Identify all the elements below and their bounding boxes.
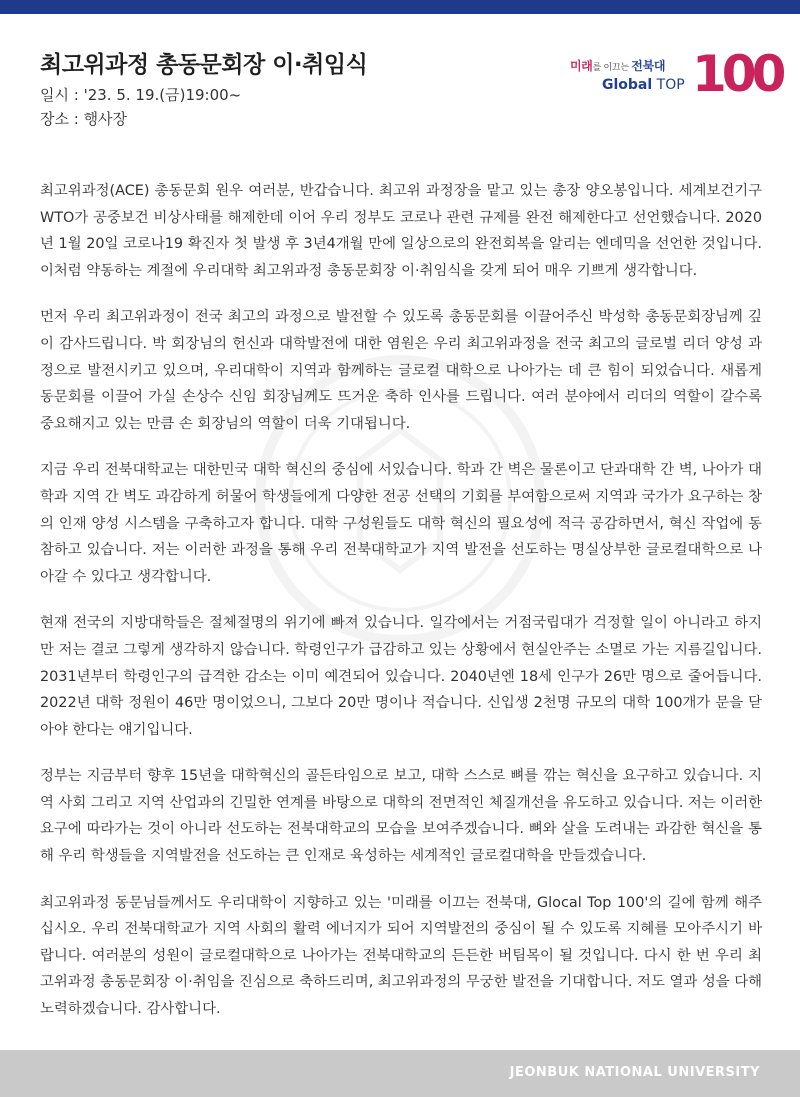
- paragraph: 먼저 우리 최고위과정이 전국 최고의 과정으로 발전할 수 있도록 총동문회를 이끌어주신 박성학 총동문회장님께 깊이 감사드립니다. 박 회장님의 헌신과 대학발전에 대한 염원은 우리 최고위과정을 전국 최고의 글로벌 리더 양성 과정으로 발전시키고 있으며, 우리대학이 지역과 함께하는 글로컬 대학으로 나아가는 데 큰 힘이 되었습니다. 새롭게 동문회를 이끌어 가실 손상수 신임 회장님께도 뜨거운 축하 인사를 드립니다. 여러 분야에서 리더의 역할이 갈수록 중요해지고 있는 만큼 손 회장님의 역할이 더욱 기대됩니다.: [40, 309, 762, 432]
- footer-bar: [0, 1050, 800, 1097]
- logo-number: 100: [692, 45, 782, 103]
- event-place: 장소 : 행사장: [40, 110, 128, 128]
- footer-university-name: JEONBUK NATIONAL UNIVERSITY: [509, 1065, 760, 1080]
- paragraph: 정부는 지금부터 향후 15년을 대학혁신의 골든타임으로 보고, 대학 스스로 뼈를 깎는 혁신을 요구하고 있습니다. 지역 사회 그리고 지역 산업과의 긴밀한 연계를 바탕으로 대학의 전면적인 체질개선을 유도하고 있습니다. 저는 이러한 요구에 따라가는 것이 아니라 선도하는 전북대학교의 모습을 보여주겠습니다. 뼈와 살을 도려내는 과감한 혁신을 통해 우리 학생들을 지역발전을 선도하는 큰 인재로 육성하는 세계적인 글로컬대학을 만들겠습니다.: [40, 768, 762, 865]
- paragraph: 현재 전국의 지방대학들은 절체절명의 위기에 빠져 있습니다. 일각에서는 거점국립대가 걱정할 일이 아니라고 하지만 저는 결코 그렇게 생각하지 않습니다. 학령인구가 급감하고 있는 상황에서 현실안주는 소멸로 가는 지름길입니다. 2031년부터 학령인구의 급격한 감소는 이미 예견되어 있습니다. 2040년엔 18세 인구가 26만 명으로 줄어듭니다. 2022년 대학 정원이 46만 명이었으니, 그보다 20만 명이나 적습니다. 신입생 2천명 규모의 대학 100개가 문을 닫아야 한다는 얘기입니다.: [40, 615, 762, 738]
- event-date: 일시 : '23. 5. 19.(금)19:00~: [40, 86, 242, 104]
- paragraph: 최고위과정(ACE) 총동문회 원우 여러분, 반갑습니다. 최고위 과정장을 맡고 있는 총장 양오봉입니다. 세계보건기구 WTO가 공중보건 비상사태를 해제한데 이어 우리 정부도 코로나 관련 규제를 완전 해제한다고 선언했습니다. 2020년 1월 20일 코로나19 확진자 첫 발생 후 3년4개월 만에 일상으로의 완전회복을 알리는 엔데믹을 선언한 것입니다. 이처럼 약동하는 계절에 우리대학 최고위과정 총동문회장 이·취임식을 갖게 되어 매우 기쁘게 생각합니다.: [40, 183, 762, 279]
- paragraph: 최고위과정 동문님들께서도 우리대학이 지향하고 있는 '미래를 이끄는 전북대, Glocal Top 100'의 길에 함께 해주십시오. 우리 전북대학교가 지역 사회의 활력 에너지가 되어 지역발전의 중심이 될 수 있도록 지혜를 모아주시기 바랍니다. 여러분의 성원이 글로컬대학으로 나아가는 전북대학교의 든든한 버팀목이 될 것입니다. 다시 한 번 우리 최고위과정 총동문회장 이·취임을 진심으로 축하드리며, 최고위과정의 무궁한 발전을 기대합니다. 저도 열과 성을 다해 노력하겠습니다. 감사합니다.: [40, 894, 762, 1018]
- logo-slogan: 미래를 이끄는 전북대: [570, 59, 666, 73]
- top-accent-bar: [0, 0, 800, 14]
- page-title: 최고위과정 총동문회장 이·취임식: [40, 52, 368, 78]
- university-logo: [564, 44, 782, 104]
- body-text: [40, 178, 762, 1043]
- logo-glocal-top: Global TOP: [602, 77, 685, 93]
- paragraph: 지금 우리 전북대학교는 대한민국 대학 혁신의 중심에 서있습니다. 학과 간 벽은 물론이고 단과대학 간 벽, 나아가 대학과 지역 간 벽도 과감하게 허물어 학생들에게 다양한 전공 선택의 기회를 부여함으로써 지역과 국가가 요구하는 창의 인재 양성 시스템을 구축하고자 합니다. 대학 구성원들도 대학 혁신의 필요성에 적극 공감하면서, 혁신 작업에 동참하고 있습니다. 저는 이러한 과정을 통해 우리 전북대학교가 지역 발전을 선도하는 명실상부한 글로컬대학으로 나아갈 수 있다고 생각합니다.: [40, 462, 762, 585]
